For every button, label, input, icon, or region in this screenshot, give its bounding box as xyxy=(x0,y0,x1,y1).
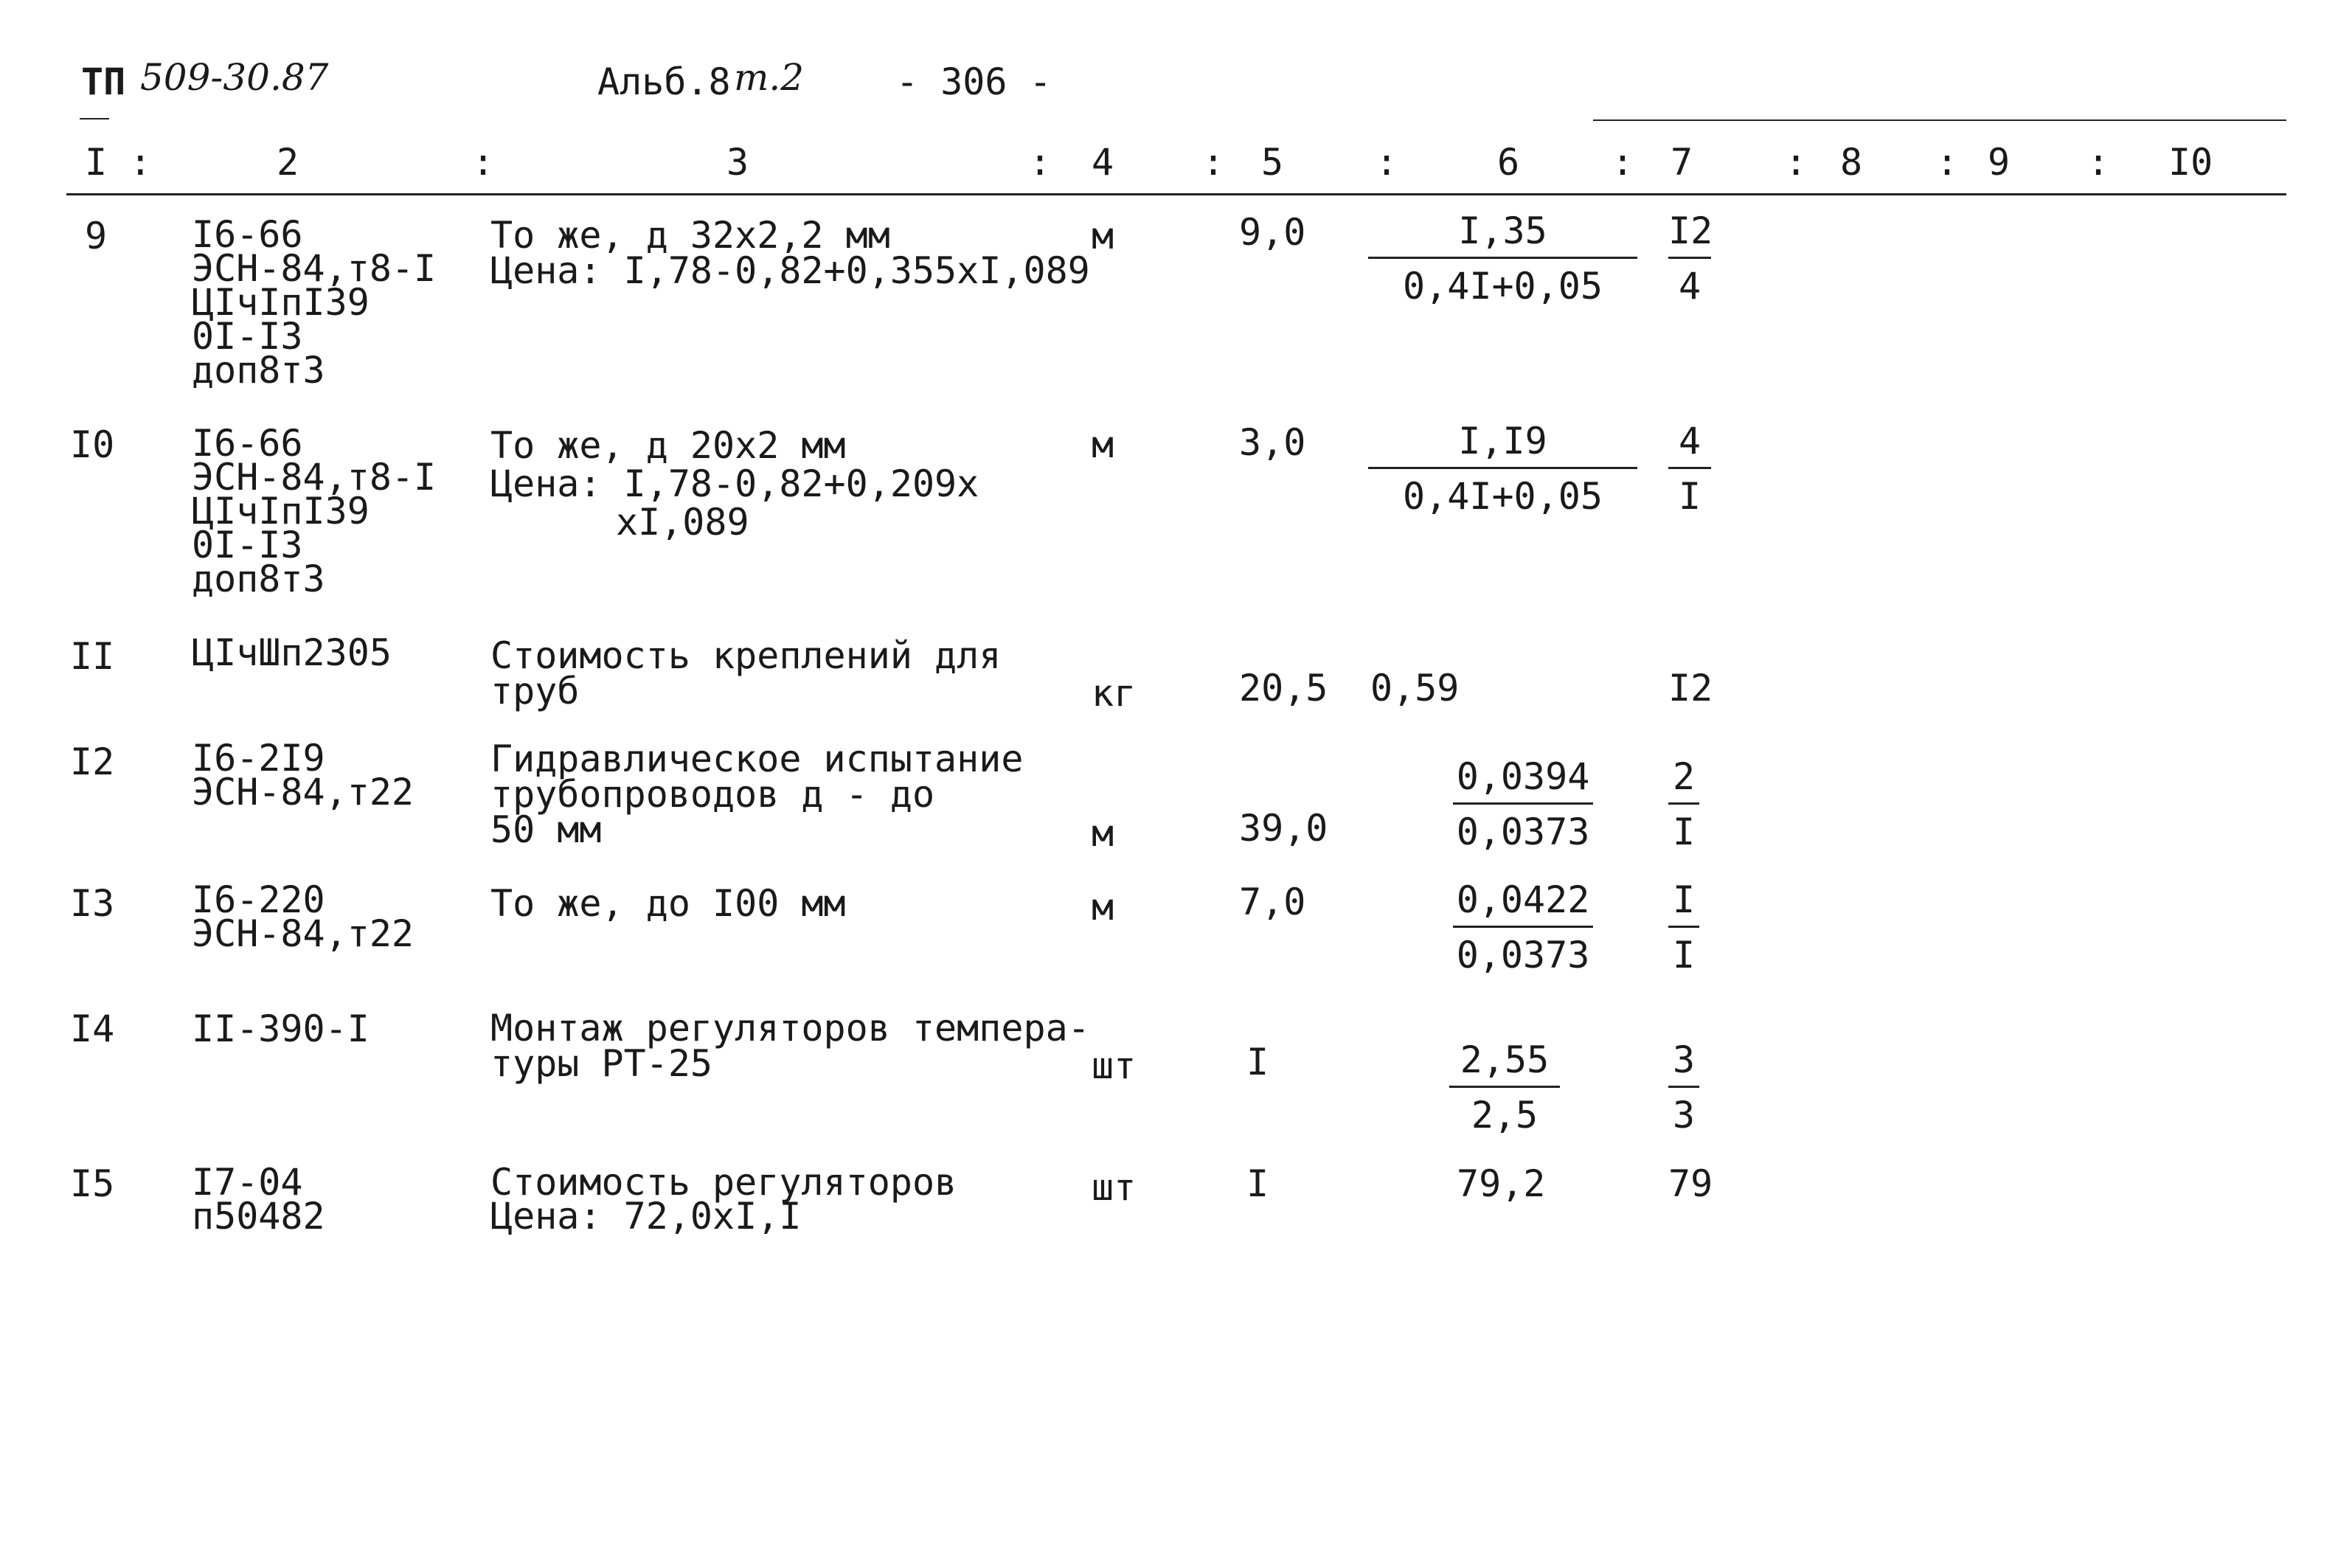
col-sep: : xyxy=(472,141,495,184)
col-header-5: 5 xyxy=(1261,141,1284,184)
quantity: I xyxy=(1246,1041,1269,1083)
unit: м xyxy=(1092,886,1114,929)
quantity: 7,0 xyxy=(1239,881,1306,923)
col-sep: : xyxy=(1376,141,1398,184)
work-description: То же, до I00 мм xyxy=(490,882,846,925)
total-value: I2 xyxy=(1668,667,1713,710)
work-description: То же, д 32х2,2 мм Цена: I,78-0,82+0,355хI,089 xyxy=(490,214,1090,292)
work-description: Стоимость креплений для труб xyxy=(490,634,1002,712)
cost-fraction: $\frac{I,35}{0,4I+0,05}$ xyxy=(1368,212,1637,305)
cost-fraction: $\frac{2,55}{2,5}$ xyxy=(1449,1041,1560,1134)
quantity: 39,0 xyxy=(1239,807,1328,850)
price-code: ЦIчШп2305 xyxy=(192,631,392,674)
header-rule-bottom xyxy=(66,193,2286,195)
col-header-2: 2 xyxy=(277,141,299,184)
quantity: I xyxy=(1246,1162,1269,1205)
unit: кг xyxy=(1092,672,1137,715)
work-description: То же, д 20х2 мм Цена: I,78-0,82+0,209х хI,089 xyxy=(490,424,979,544)
cost-value: 79,2 xyxy=(1457,1162,1546,1205)
row-number: 9 xyxy=(85,215,108,257)
row-number: I5 xyxy=(70,1162,115,1205)
total-fraction: $\frac{I}{I}$ xyxy=(1668,881,1699,974)
work-description: Гидравлическое испытание трубопроводов д - до 50 мм xyxy=(490,738,1024,851)
col-header-8: 8 xyxy=(1840,141,1863,184)
price-code: I6-220 ЭСН-84,т22 xyxy=(192,878,414,955)
quantity: 9,0 xyxy=(1239,211,1306,254)
col-sep: : xyxy=(1202,141,1225,184)
col-header-7: 7 xyxy=(1671,141,1693,184)
col-header-4: 4 xyxy=(1092,141,1114,184)
col-sep: : xyxy=(1785,141,1808,184)
cost-value: 0,59 xyxy=(1370,667,1460,710)
unit: м xyxy=(1092,812,1114,855)
unit: м xyxy=(1092,215,1114,257)
row-number: II xyxy=(70,635,115,678)
cost-fraction: $\frac{0,0394}{0,0373}$ xyxy=(1453,758,1593,850)
header-rule-top xyxy=(1593,119,2286,121)
row-number: I0 xyxy=(70,423,115,466)
col-sep: : xyxy=(1612,141,1634,184)
total-fraction: $\frac{I2}{4}$ xyxy=(1668,209,1713,308)
work-description: Стоимость регуляторов Цена: 72,0хI,I xyxy=(490,1161,957,1238)
quantity: 20,5 xyxy=(1239,667,1328,710)
cost-fraction: $\frac{0,0422}{0,0373}$ xyxy=(1453,881,1593,974)
col-sep: : xyxy=(1029,141,1052,184)
price-code: I6-66 ЭСН-84,т8-I ЦIчIпI39 0I-I3 доп8т3 xyxy=(192,213,437,392)
price-code: I7-04 п50482 xyxy=(192,1161,325,1238)
col-header-6: 6 xyxy=(1497,141,1520,184)
row-number: I2 xyxy=(70,740,115,783)
work-description: Монтаж регуляторов темпера- туры РТ-25 xyxy=(490,1007,1090,1085)
col-header-10: I0 xyxy=(2168,141,2213,184)
unit: шт xyxy=(1092,1044,1137,1087)
quantity: 3,0 xyxy=(1239,421,1306,464)
price-code: I6-2I9 ЭСН-84,т22 xyxy=(192,737,414,814)
doc-number: 509-30.87 xyxy=(140,56,329,99)
col-sep: : xyxy=(2087,141,2110,184)
cost-fraction: $\frac{I,I9}{0,4I+0,05}$ xyxy=(1368,423,1637,515)
album-label: Альб.8 xyxy=(597,60,731,103)
total-fraction: $\frac{4}{I}$ xyxy=(1668,423,1711,515)
page-number: - 306 - xyxy=(896,60,1052,103)
total-fraction: $\frac{2}{I}$ xyxy=(1668,758,1699,850)
col-sep: : xyxy=(1936,141,1959,184)
header-tick xyxy=(80,118,109,119)
row-number: I4 xyxy=(70,1007,115,1050)
unit: шт xyxy=(1092,1166,1137,1209)
col-header-1: I : xyxy=(85,141,152,184)
total-fraction: $\frac{3}{3}$ xyxy=(1668,1041,1699,1134)
price-code: I6-66 ЭСН-84,т8-I ЦIчIпI39 0I-I3 доп8т3 xyxy=(192,422,437,600)
col-header-9: 9 xyxy=(1988,141,2011,184)
col-header-3: 3 xyxy=(726,141,749,184)
volume-label: т.2 xyxy=(734,56,805,99)
row-number: I3 xyxy=(70,882,115,925)
price-code: II-390-I xyxy=(192,1007,370,1050)
total-value: 79 xyxy=(1668,1162,1713,1205)
doc-prefix: ТП xyxy=(81,60,126,103)
unit: м xyxy=(1092,423,1114,466)
